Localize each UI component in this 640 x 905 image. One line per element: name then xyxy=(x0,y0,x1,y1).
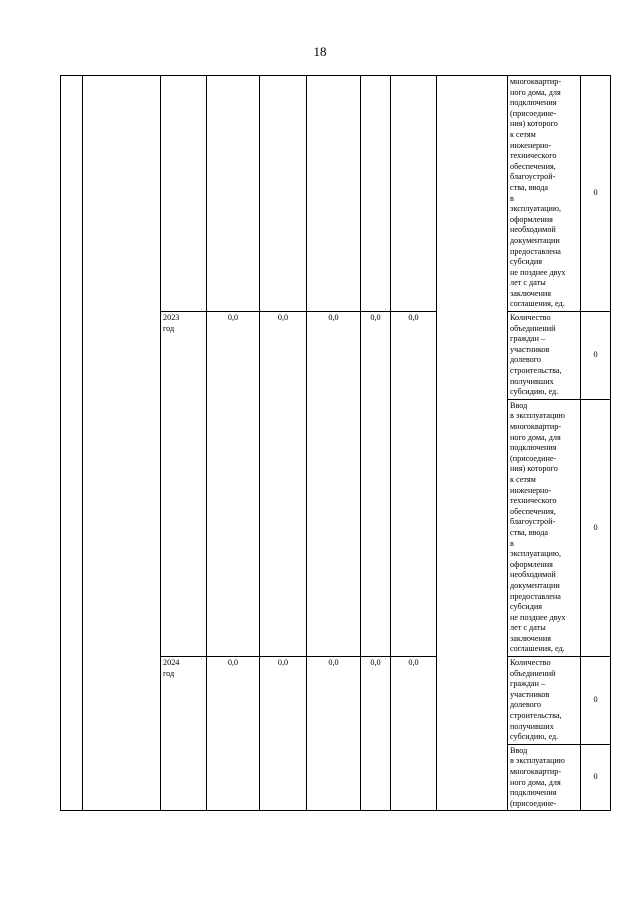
cell-number xyxy=(61,76,83,811)
cell-year: 2023 год xyxy=(161,312,207,657)
cell-amount xyxy=(307,76,361,312)
page-number: 18 xyxy=(313,44,327,59)
cell-name xyxy=(83,76,161,811)
cell-indicator: многоквартир- ного дома, для подключения (присоедине- ния) которого к сетям инженерно- технического обеспечения, благоустрой- ства, ввода в эксплуатацию, оформления необходимой документации предоставлена субсидия не позднее двух лет с даты заключения соглашения, ед. xyxy=(508,76,581,312)
cell-amount: 0,0 xyxy=(260,312,307,657)
cell-amount: 0,0 xyxy=(207,657,260,811)
cell-year: 2024 год xyxy=(161,657,207,811)
cell-executor xyxy=(437,76,508,811)
cell-amount: 0,0 xyxy=(260,657,307,811)
cell-indicator-value: 0 xyxy=(581,399,611,656)
cell-indicator-value: 0 xyxy=(581,312,611,400)
cell-indicator: Ввод в эксплуатацию многоквартир- ного дома, для подключения (присоедине- ния) которого к сетям инженерно- технического обеспечения, благоустрой- ства, ввода в эксплуатацию, оформления необходимой документации предоставлена субсидия не позднее двух лет с даты заключения соглашения, ед. xyxy=(508,399,581,656)
cell-amount xyxy=(207,76,260,312)
program-table xyxy=(60,75,611,811)
cell-indicator: Количество объединений граждан – участников долевого строительства, получивших субсидию, ед. xyxy=(508,657,581,745)
table-row xyxy=(61,76,611,312)
cell-amount: 0,0 xyxy=(391,312,437,657)
cell-indicator-value: 0 xyxy=(581,744,611,811)
cell-amount: 0,0 xyxy=(207,312,260,657)
cell-amount: 0,0 xyxy=(391,657,437,811)
cell-amount: 0,0 xyxy=(307,312,361,657)
cell-amount: 0,0 xyxy=(307,657,361,811)
cell-amount xyxy=(260,76,307,312)
cell-indicator: Ввод в эксплуатацию многоквартир- ного дома, для подключения (присоедине- xyxy=(508,744,581,811)
cell-amount: 0,0 xyxy=(361,312,391,657)
cell-amount xyxy=(391,76,437,312)
cell-amount: 0,0 xyxy=(361,657,391,811)
cell-indicator: Количество объединений граждан – участников долевого строительства, получивших субсидию, ед. xyxy=(508,312,581,400)
cell-indicator-value: 0 xyxy=(581,76,611,312)
cell-amount xyxy=(361,76,391,312)
cell-year xyxy=(161,76,207,312)
cell-indicator-value: 0 xyxy=(581,657,611,745)
